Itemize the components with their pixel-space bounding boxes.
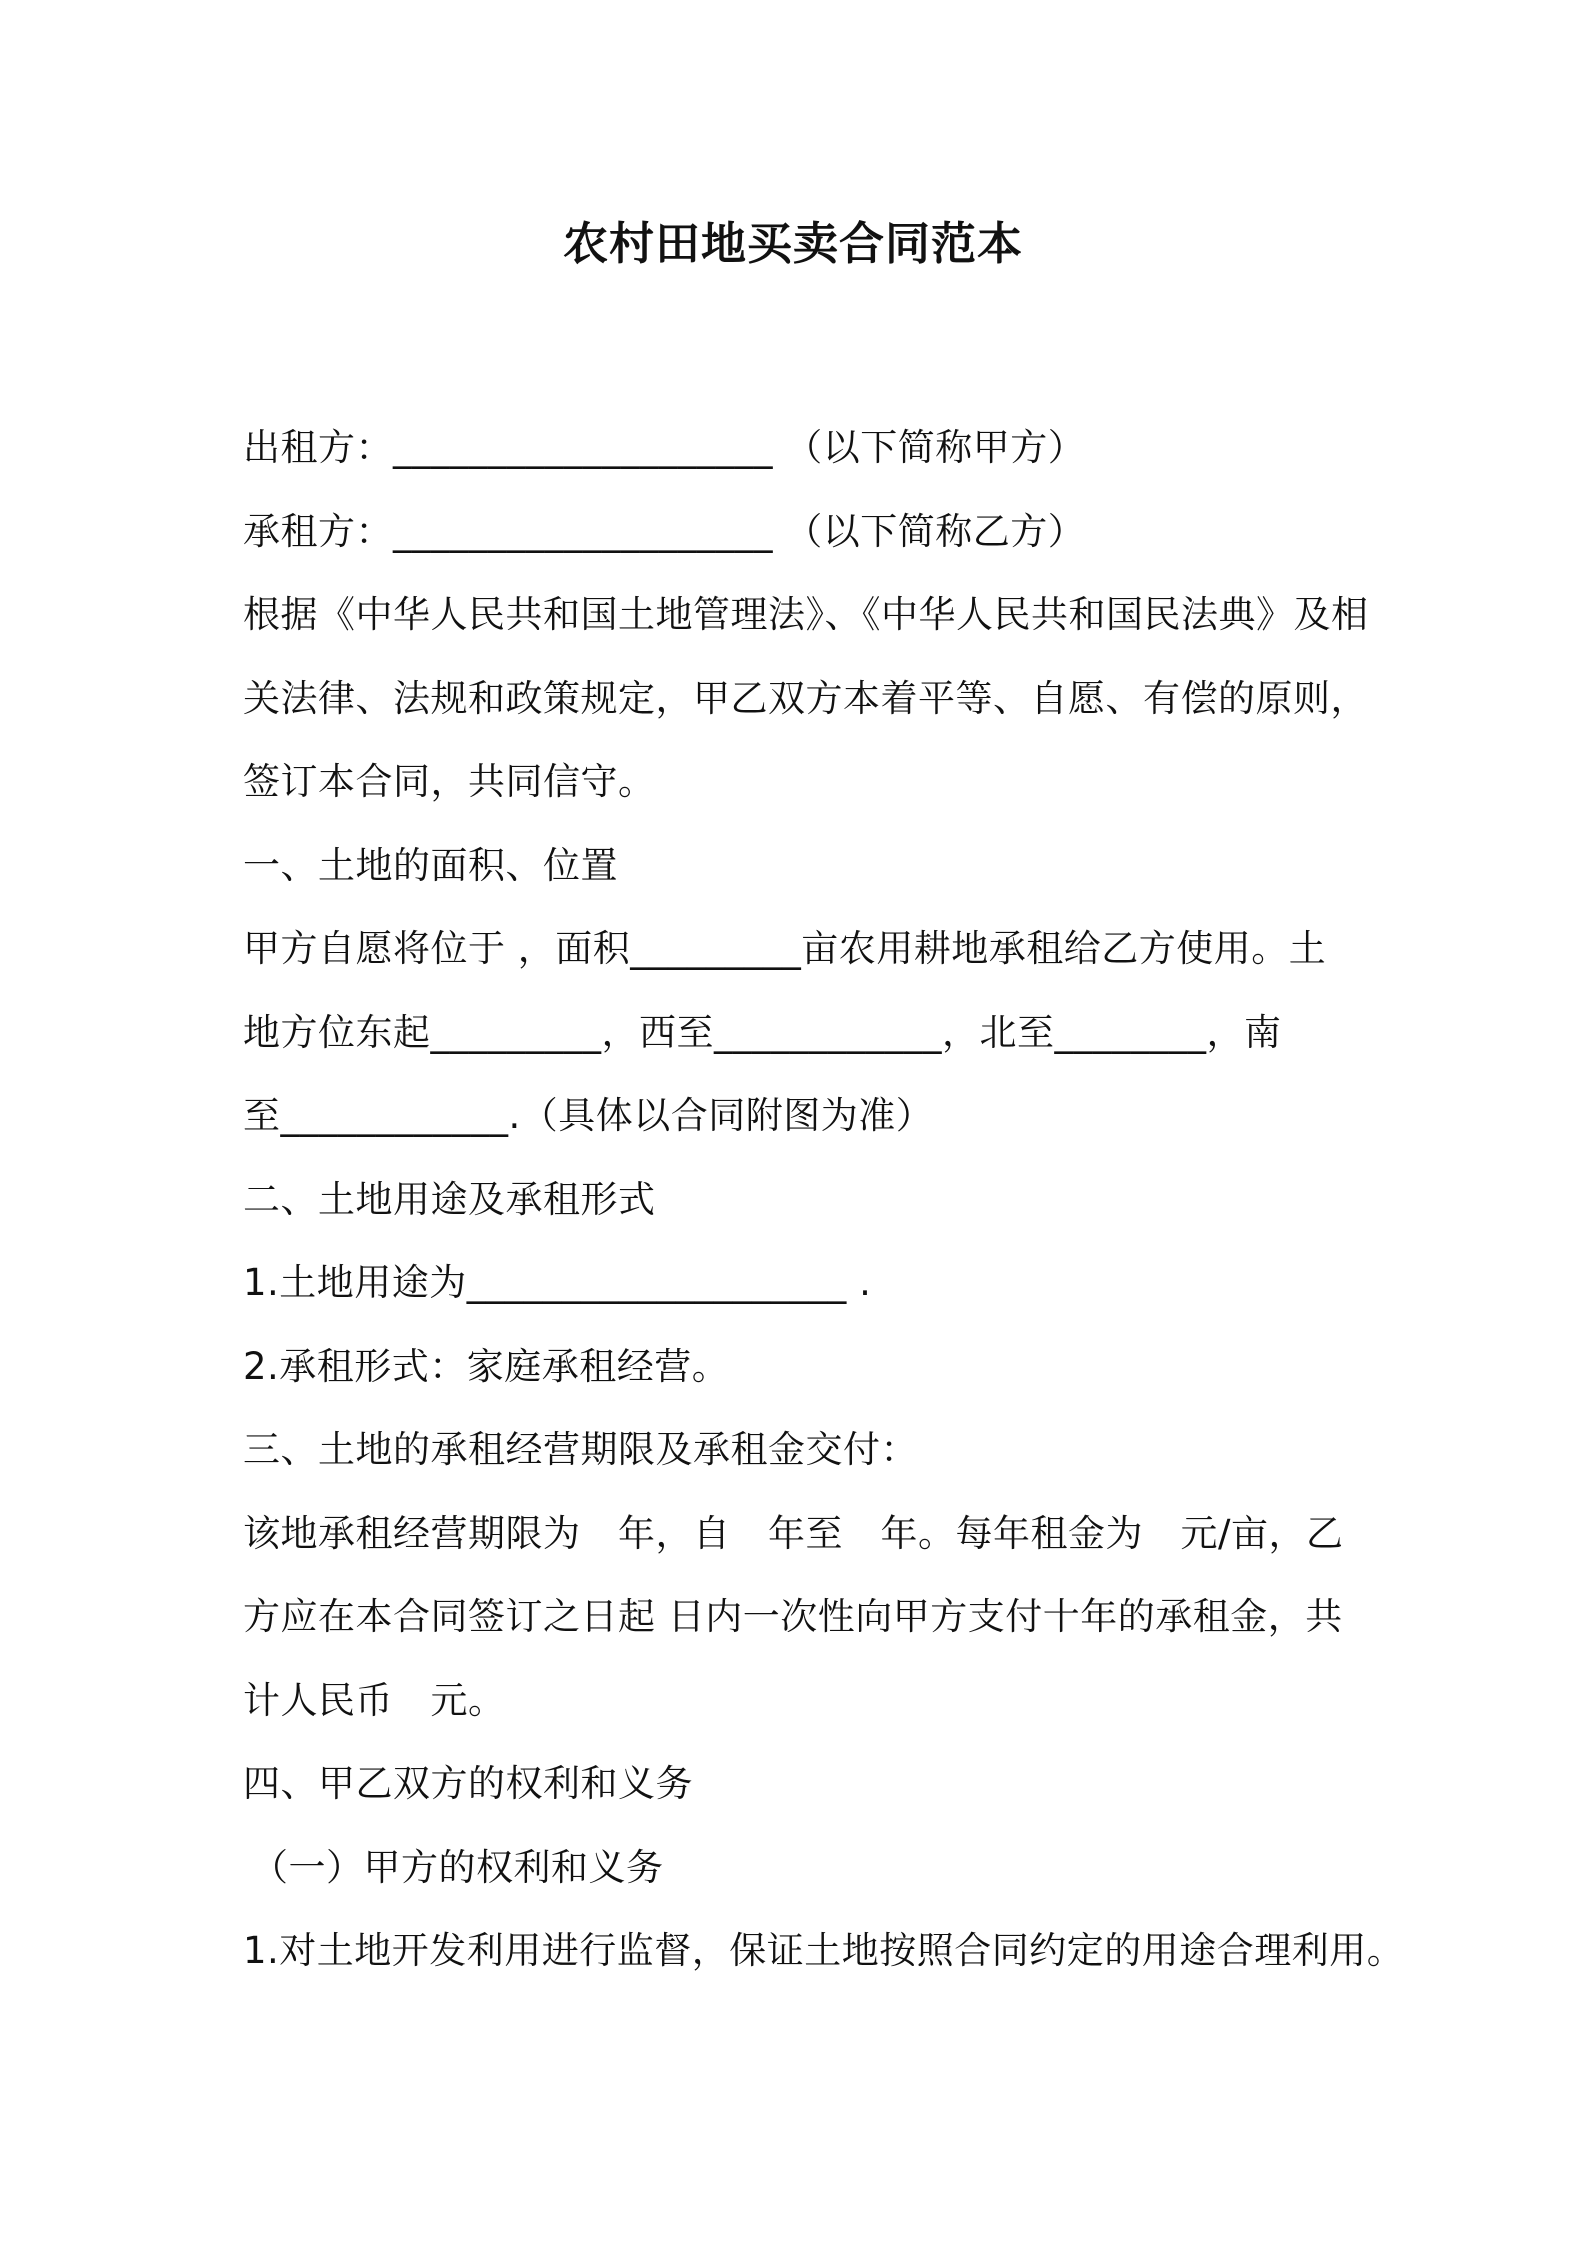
section-1-heading: 一、土地的面积、位置	[243, 843, 618, 887]
document-body	[243, 406, 1405, 1993]
section-1-line-3: 至____________.（具体以合同附图为准）	[243, 1094, 934, 1137]
section-3-line-2: 方应在本合同签订之日起 日内一次性向甲方支付十年的承租金，共	[243, 1595, 1343, 1638]
section-2-heading: 二、土地用途及承租形式	[243, 1177, 656, 1221]
preamble-line-1: 根据《中华人民共和国土地管理法》、《中华人民共和国民法典》及相	[243, 593, 1369, 636]
section-4-heading: 四、甲乙双方的权利和义务	[243, 1762, 693, 1805]
lease-form-line: 2.承租形式：家庭承租经营。	[243, 1344, 730, 1388]
section-3-line-1: 该地承租经营期限为 年，自 年至 年。每年租金为 元/亩，乙	[243, 1511, 1344, 1555]
section-3-heading: 三、土地的承租经营期限及承租金交付：	[243, 1428, 918, 1471]
lessor-line: 出租方：____________________ （以下简称甲方）	[243, 426, 1086, 469]
section-1-line-2: 地方位东起_________，西至____________，北至________，南	[243, 1010, 1282, 1054]
document-title: 农村田地买卖合同范本	[562, 217, 1023, 270]
party-a-rights-heading: （一）甲方的权利和义务	[251, 1845, 664, 1889]
section-1-line-1: 甲方自愿将位于 ，面积_________亩农用耕地承租给乙方使用。土	[243, 927, 1327, 970]
preamble-line-3: 签订本合同，共同信守。	[243, 760, 656, 803]
preamble-line-2: 关法律、法规和政策规定，甲乙双方本着平等、自愿、有偿的原则，	[243, 676, 1368, 720]
land-use-line: 1.土地用途为____________________ .	[243, 1261, 872, 1304]
lessee-line: 承租方：____________________ （以下简称乙方）	[243, 509, 1086, 553]
party-a-rights-item-1: 1.对土地开发利用进行监督，保证土地按照合同约定的用途合理利用。	[243, 1929, 1405, 1972]
section-3-line-3: 计人民币 元。	[243, 1678, 506, 1722]
